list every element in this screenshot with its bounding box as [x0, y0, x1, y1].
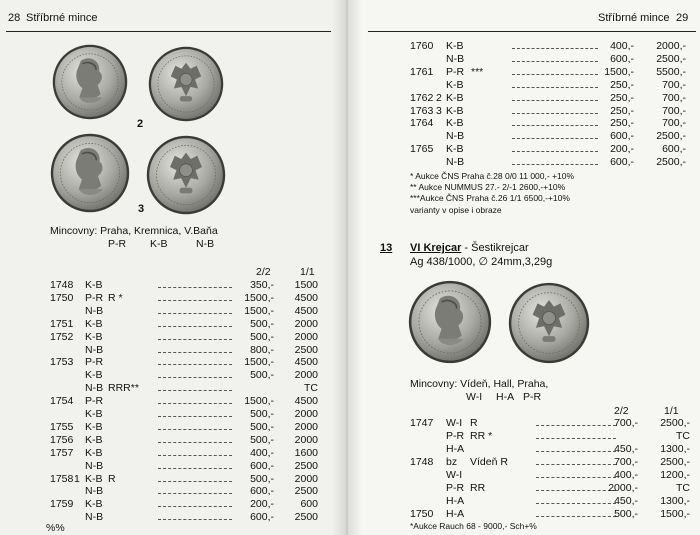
- row-price-1-1: 2000: [294, 408, 318, 420]
- footnote: ***Aukce ČNS Praha č.26 1/1 6500,-+10%: [410, 193, 570, 203]
- item-title: [410, 242, 529, 255]
- row-price-1-1: 2000: [294, 317, 318, 330]
- row-mint: K-B: [85, 369, 103, 382]
- row-mint: K-B: [85, 317, 103, 330]
- row-mint: P-R: [85, 291, 104, 304]
- row-mint: K-B: [85, 408, 103, 420]
- row-price-1-1: 4500: [294, 395, 318, 408]
- coin-reverse-eagle-icon: [146, 135, 226, 215]
- row-price-1-1: 4500: [294, 356, 318, 369]
- row-year: 1763: [410, 104, 434, 117]
- row-year: 1759: [50, 498, 74, 511]
- row-mint: N-B: [446, 130, 465, 143]
- footer-fragment: %%: [46, 522, 65, 534]
- row-price-1-1: 1500,-: [660, 508, 690, 520]
- footnote: *Aukce Rauch 68 - 9000,- Sch+%: [410, 521, 537, 531]
- coin-reverse-eagle-icon: [148, 46, 224, 122]
- row-year: 1752: [50, 330, 74, 343]
- row-mint: K-B: [85, 446, 103, 459]
- book-gutter: [332, 0, 362, 535]
- row-mint: H-A: [446, 508, 465, 520]
- row-mint: N-B: [85, 511, 104, 524]
- row-price-1-1: 1600: [294, 446, 318, 459]
- row-price-1-1: 700,-: [662, 117, 686, 130]
- row-price-2-2: 450,-: [614, 495, 638, 507]
- row-mint: K-B: [85, 498, 103, 511]
- row-mint: W-I: [446, 417, 463, 429]
- row-year: 1747: [410, 417, 434, 429]
- mint-code: K-B: [150, 238, 168, 250]
- row-rarity-note: R: [470, 417, 478, 429]
- row-year: 1751: [50, 317, 74, 330]
- row-mint: K-B: [85, 279, 103, 291]
- row-price-2-2: 500,-: [250, 420, 274, 433]
- column-header: 1/1: [664, 405, 679, 417]
- item-spec: Ag 438/1000, ∅ 24mm,3,29g: [410, 256, 553, 268]
- leader-dots: [158, 390, 232, 391]
- row-price-1-1: 2500,-: [660, 417, 690, 429]
- leader-dots: [536, 438, 616, 439]
- row-price-1-1: 1500: [294, 279, 318, 291]
- row-variant: 2: [436, 91, 442, 104]
- row-price-2-2: 1500,-: [244, 395, 274, 408]
- row-year: 1748: [410, 456, 434, 468]
- row-rarity-note: R *: [108, 291, 123, 304]
- row-price-2-2: 800,-: [250, 343, 274, 356]
- row-price-1-1: 600: [300, 498, 318, 511]
- row-rarity-note: ***: [471, 65, 484, 78]
- right-page: [346, 0, 700, 535]
- row-mint: K-B: [446, 78, 464, 91]
- row-price-1-1: 2000,-: [656, 40, 686, 52]
- item-number: 13: [380, 242, 393, 254]
- row-mint: K-B: [446, 40, 464, 52]
- coin-reverse-eagle-icon: [508, 282, 590, 364]
- row-price-1-1: 1200,-: [660, 469, 690, 481]
- row-price-2-2: 500,-: [250, 472, 274, 485]
- row-mint: N-B: [85, 382, 104, 395]
- row-price-2-2: 450,-: [614, 443, 638, 455]
- row-price-1-1: 5500,-: [656, 65, 686, 78]
- row-price-2-2: 400,-: [614, 469, 638, 481]
- row-mint: P-R: [446, 482, 465, 494]
- section-title: Stříbrné mince: [598, 12, 670, 24]
- row-price-2-2: 700,-: [614, 456, 638, 468]
- row-price-2-2: 600,-: [250, 485, 274, 498]
- row-mint: N-B: [85, 304, 104, 317]
- row-price-1-1: 2500,-: [656, 130, 686, 143]
- coin-obverse-portrait-icon: [52, 44, 128, 120]
- mints-line: Mincovny: Praha, Kremnica, V.Baňa: [50, 225, 218, 237]
- row-price-2-2: 350,-: [250, 279, 274, 291]
- column-header: 2/2: [256, 266, 271, 278]
- row-year: 1758: [50, 472, 74, 485]
- footnote: * Aukce ČNS Praha č.28 0/0 11 000,- +10%: [410, 171, 575, 181]
- row-price-1-1: 2000: [294, 433, 318, 446]
- row-price-2-2: 500,-: [250, 330, 274, 343]
- row-price-1-1: 600,-: [662, 143, 686, 156]
- row-price-2-2: 500,-: [250, 317, 274, 330]
- mint-code: P-R: [108, 238, 127, 250]
- coin-obverse-portrait-icon: [50, 133, 130, 213]
- row-variant: 3: [436, 104, 442, 117]
- row-price-1-1: 2500: [294, 511, 318, 524]
- row-price-1-1: 700,-: [662, 91, 686, 104]
- row-year: 1748: [50, 279, 74, 291]
- row-price-2-2: 700,-: [614, 417, 638, 429]
- row-price-1-1: 2000: [294, 420, 318, 433]
- row-price-1-1: 2000: [294, 472, 318, 485]
- column-header: 1/1: [300, 266, 315, 278]
- row-price-1-1: 1300,-: [660, 495, 690, 507]
- plate-label: 3: [138, 203, 145, 215]
- page-number: 28: [8, 12, 21, 24]
- row-rarity-note: RR *: [470, 430, 493, 442]
- row-price-1-1: TC: [676, 430, 690, 442]
- row-price-1-1: 2500,-: [656, 156, 686, 169]
- row-year: 1757: [50, 446, 74, 459]
- row-mint: K-B: [446, 91, 464, 104]
- row-rarity-note: R: [108, 472, 116, 485]
- row-price-1-1: 700,-: [662, 78, 686, 91]
- row-price-2-2: 200,-: [610, 143, 634, 156]
- row-price-2-2: 250,-: [610, 91, 634, 104]
- row-year: 1762: [410, 91, 434, 104]
- row-price-1-1: 2500: [294, 343, 318, 356]
- row-mint: bz: [446, 456, 458, 468]
- row-price-2-2: 2000,-: [608, 482, 638, 494]
- row-mint: K-B: [85, 433, 103, 446]
- row-mint: P-R: [85, 356, 104, 369]
- row-mint: K-B: [85, 420, 103, 433]
- coin-obverse-portrait-icon: [408, 280, 492, 364]
- item-title-main: VI Krejcar: [410, 242, 462, 254]
- left-page: [0, 0, 346, 535]
- item-title-rest: - Šestikrejcar: [461, 242, 529, 254]
- row-mint: W-I: [446, 469, 463, 481]
- column-header: 2/2: [614, 405, 629, 417]
- mint-code: P-R: [523, 391, 542, 403]
- row-price-1-1: 2500: [294, 459, 318, 472]
- row-price-2-2: 600,-: [250, 459, 274, 472]
- mints-line: Mincovny: Vídeň, Hall, Praha,: [410, 378, 549, 390]
- row-price-2-2: 200,-: [250, 498, 274, 511]
- mint-code: H-A: [496, 391, 515, 403]
- row-price-1-1: 2500,-: [656, 52, 686, 65]
- row-rarity-note: RR: [470, 482, 486, 494]
- row-price-2-2: 1500,-: [244, 291, 274, 304]
- row-mint: K-B: [85, 330, 103, 343]
- row-mint: H-A: [446, 495, 465, 507]
- row-price-1-1: 4500: [294, 291, 318, 304]
- mint-code: W-I: [466, 391, 483, 403]
- row-mint: N-B: [446, 156, 465, 169]
- row-price-1-1: 2000: [294, 369, 318, 382]
- row-mint: N-B: [85, 343, 104, 356]
- mint-code: N-B: [196, 238, 215, 250]
- row-price-1-1: 4500: [294, 304, 318, 317]
- row-price-1-1: TC: [304, 382, 318, 395]
- row-price-2-2: 600,-: [610, 130, 634, 143]
- row-year: 1765: [410, 143, 434, 156]
- row-mint: N-B: [85, 459, 104, 472]
- row-year: 1750: [50, 291, 74, 304]
- row-price-2-2: 500,-: [250, 408, 274, 420]
- row-variant: 1: [74, 472, 80, 485]
- row-price-1-1: TC: [676, 482, 690, 494]
- row-price-1-1: 2500: [294, 485, 318, 498]
- row-price-1-1: 2000: [294, 330, 318, 343]
- row-price-2-2: 250,-: [610, 104, 634, 117]
- row-price-2-2: 250,-: [610, 78, 634, 91]
- header-rule: [368, 31, 696, 32]
- row-mint: P-R: [446, 430, 465, 442]
- row-year: 1764: [410, 117, 434, 130]
- row-mint: K-B: [446, 143, 464, 156]
- row-price-2-2: 500,-: [250, 369, 274, 382]
- footnote: ** Aukce NUMMUS 27.- 2/-1 2600,-+10%: [410, 182, 566, 192]
- row-rarity-note: RRR**: [108, 382, 139, 395]
- row-year: 1753: [50, 356, 74, 369]
- row-price-2-2: 1500,-: [244, 356, 274, 369]
- row-mint: N-B: [446, 52, 465, 65]
- row-price-2-2: 400,-: [250, 446, 274, 459]
- section-title: Stříbrné mince: [26, 12, 98, 24]
- row-year: 1760: [410, 40, 434, 52]
- row-mint: K-B: [446, 104, 464, 117]
- row-year: 1750: [410, 508, 434, 520]
- row-mint: P-R: [85, 395, 104, 408]
- row-mint: K-B: [446, 117, 464, 130]
- row-price-2-2: 1500,-: [244, 304, 274, 317]
- row-price-2-2: 400,-: [610, 40, 634, 52]
- page-number: 29: [676, 12, 689, 24]
- row-mint: N-B: [85, 485, 104, 498]
- row-price-2-2: 600,-: [610, 52, 634, 65]
- row-year: 1754: [50, 395, 74, 408]
- plate-label: 2: [137, 118, 144, 130]
- row-mint: P-R: [446, 65, 465, 78]
- row-price-2-2: 1500,-: [604, 65, 634, 78]
- row-price-1-1: 1300,-: [660, 443, 690, 455]
- row-rarity-note: Vídeň R: [470, 456, 508, 468]
- row-price-1-1: 700,-: [662, 104, 686, 117]
- row-year: 1761: [410, 65, 434, 78]
- row-mint: H-A: [446, 443, 465, 455]
- row-mint: K-B: [85, 472, 103, 485]
- row-price-2-2: 250,-: [610, 117, 634, 130]
- row-year: 1755: [50, 420, 74, 433]
- row-price-2-2: 500,-: [614, 508, 638, 520]
- row-price-2-2: 600,-: [610, 156, 634, 169]
- footnote: varianty v opise i obraze: [410, 205, 502, 215]
- header-rule: [6, 31, 331, 32]
- row-price-2-2: 500,-: [250, 433, 274, 446]
- row-price-1-1: 2500,-: [660, 456, 690, 468]
- row-year: 1756: [50, 433, 74, 446]
- row-price-2-2: 600,-: [250, 511, 274, 524]
